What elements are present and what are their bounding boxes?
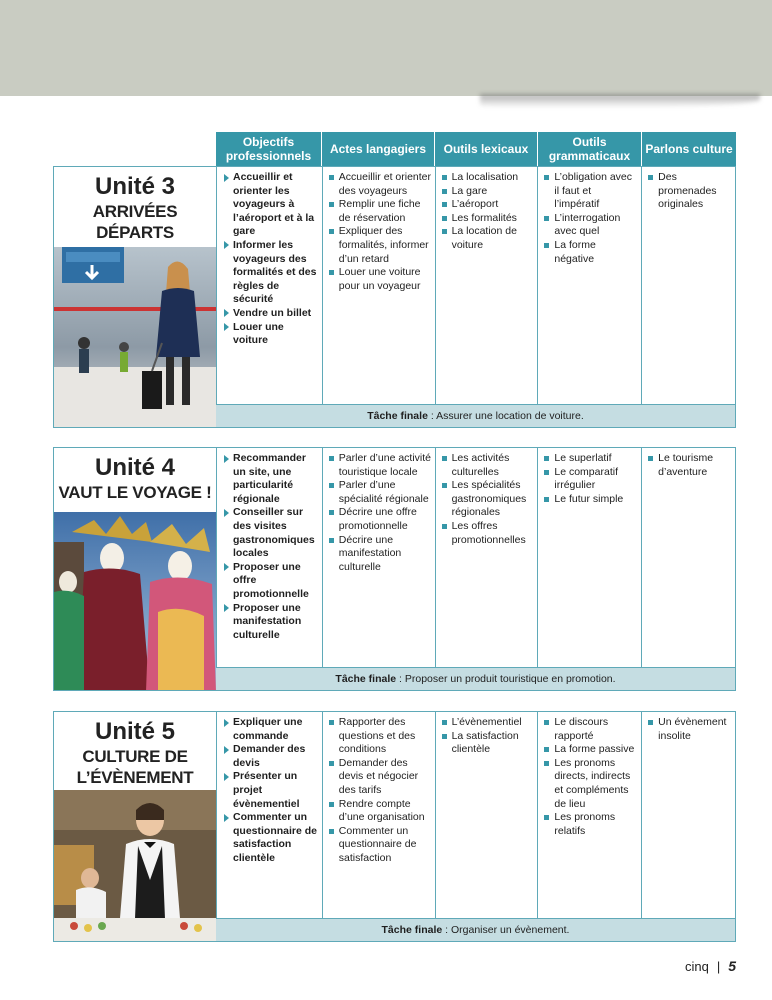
lexical-item: Les offres promotionnelles xyxy=(442,520,535,547)
culture-item: Des promenades originales xyxy=(648,171,732,212)
acte-item: Accueillir et orienter des voyageurs xyxy=(329,171,432,198)
acte-item: Louer une voiture pour un voyageur xyxy=(329,266,432,293)
unit-5-title-panel xyxy=(54,712,216,941)
culture-item: Le tourisme d’aventure xyxy=(648,452,732,479)
objectif-item: Présenter un projet évènementiel xyxy=(223,770,319,811)
unit-title-line: L’ÉVÈNEMENT xyxy=(76,768,194,787)
header-objectifs: Objectifs professionnels xyxy=(216,132,322,166)
table-header xyxy=(216,132,736,166)
unit-3-block xyxy=(53,166,736,428)
culture-cell xyxy=(641,167,735,407)
header-grammaticaux: Outils grammaticaux xyxy=(538,132,642,166)
event-photo xyxy=(54,790,216,941)
acte-item: Demander des devis et négocier des tarifs xyxy=(329,757,432,798)
final-task xyxy=(216,667,735,690)
acte-item: Remplir une fiche de réservation xyxy=(329,198,432,225)
objectif-item: Informer les voyageurs des formalités et des règles de sécurité xyxy=(223,239,319,307)
acte-item: Décrire une offre promotionnelle xyxy=(329,506,432,533)
grammar-item: Le discours rapporté xyxy=(544,716,638,743)
lexical-item: Les spécialités gastronomiques régionales xyxy=(442,479,535,520)
culture-item: Un évènement insolite xyxy=(648,716,732,743)
objectifs-cell xyxy=(216,167,322,407)
grammar-item: La forme passive xyxy=(544,743,638,757)
page-word: cinq xyxy=(684,959,709,974)
lexical-item: L’aéroport xyxy=(442,198,535,212)
grammar-item: Le comparatif irrégulier xyxy=(544,466,638,493)
culture-cell xyxy=(641,712,735,921)
lexical-item: La localisation xyxy=(442,171,535,185)
lexical-item: Les formalités xyxy=(442,212,535,226)
lexicaux-cell xyxy=(435,167,538,407)
lexicaux-cell xyxy=(435,448,538,670)
objectif-item: Vendre un billet xyxy=(223,307,319,321)
header-actes: Actes langagiers xyxy=(322,132,435,166)
objectif-item: Proposer une offre promotionnelle xyxy=(223,561,319,602)
airport-photo xyxy=(54,247,216,427)
header-lexicaux: Outils lexicaux xyxy=(435,132,538,166)
actes-cell xyxy=(322,448,435,670)
lexical-item: La location de voiture xyxy=(442,225,535,252)
unit-number: Unité 3 xyxy=(94,173,175,200)
objectifs-cell xyxy=(216,448,322,670)
top-band-shadow xyxy=(480,94,760,108)
actes-cell xyxy=(322,167,435,407)
lexical-item: Les activités culturelles xyxy=(442,452,535,479)
header-culture: Parlons culture xyxy=(642,132,736,166)
objectif-item: Expliquer une commande xyxy=(223,716,319,743)
top-band xyxy=(0,0,772,96)
unit-number: Unité 5 xyxy=(94,718,175,745)
lexicaux-cell xyxy=(435,712,538,921)
objectifs-cell xyxy=(216,712,322,921)
objectif-item: Accueillir et orienter les voyageurs à l’aéroport et à la gare xyxy=(223,171,319,239)
acte-item: Rapporter des questions et des conditions xyxy=(329,716,432,757)
acte-item: Parler d’une spécialité régionale xyxy=(329,479,432,506)
unit-4-block xyxy=(53,447,736,691)
objectif-item: Louer une voiture xyxy=(223,321,319,348)
page-number: 5 xyxy=(728,958,736,974)
final-task-text: : Proposer un produit touristique en promotion. xyxy=(396,673,616,685)
grammar-item: Les pronoms directs, indirects et compléments de lieu xyxy=(544,757,638,811)
objectif-item: Conseiller sur des visites gastronomiques locales xyxy=(223,506,319,560)
acte-item: Décrire une manifestation culturelle xyxy=(329,534,432,575)
unit-5-block xyxy=(53,711,736,942)
final-task-text: : Assurer une location de voiture. xyxy=(427,410,584,422)
grammar-item: L’obligation avec il faut et l’impératif xyxy=(544,171,638,212)
grammar-item: Le superlatif xyxy=(544,452,638,466)
unit-3-columns xyxy=(216,167,735,405)
lexical-item: La gare xyxy=(442,185,535,199)
carnival-photo xyxy=(54,512,216,690)
unit-title-line: VAUT LE VOYAGE ! xyxy=(58,483,212,502)
final-task-label: Tâche finale xyxy=(335,673,397,685)
unit-5-columns xyxy=(216,712,735,919)
lexical-item: La satisfaction clientèle xyxy=(442,730,535,757)
acte-item: Rendre compte d’une organisation xyxy=(329,798,432,825)
final-task-label: Tâche finale xyxy=(381,924,443,936)
grammaticaux-cell xyxy=(537,448,641,670)
final-task xyxy=(216,918,735,941)
unit-4-title-panel xyxy=(54,448,216,690)
grammar-item: Les pronoms relatifs xyxy=(544,811,638,838)
culture-cell xyxy=(641,448,735,670)
acte-item: Commenter un questionnaire de satisfaction xyxy=(329,825,432,866)
final-task-label: Tâche finale xyxy=(367,410,428,422)
acte-item: Expliquer des formalités, informer d’un retard xyxy=(329,225,432,266)
objectif-item: Recommander un site, une particularité régionale xyxy=(223,452,319,506)
unit-title-line: DÉPARTS xyxy=(96,223,174,242)
unit-4-columns xyxy=(216,448,735,668)
grammar-item: L’interrogation avec quel xyxy=(544,212,638,239)
grammaticaux-cell xyxy=(537,167,641,407)
actes-cell xyxy=(322,712,435,921)
unit-3-title-panel xyxy=(54,167,216,427)
final-task xyxy=(216,404,735,427)
lexical-item: L’évènementiel xyxy=(442,716,535,730)
unit-title-line: CULTURE DE xyxy=(82,747,188,766)
grammar-item: Le futur simple xyxy=(544,493,638,507)
footer-separator: | xyxy=(716,959,721,974)
final-task-text: : Organiser un évènement. xyxy=(442,924,570,936)
grammar-item: La forme négative xyxy=(544,239,638,266)
objectif-item: Proposer une manifestation culturelle xyxy=(223,602,319,643)
page-footer xyxy=(685,958,736,974)
grammaticaux-cell xyxy=(537,712,641,921)
unit-title-line: ARRIVÉES xyxy=(92,202,178,221)
unit-number: Unité 4 xyxy=(94,454,175,481)
objectif-item: Demander des devis xyxy=(223,743,319,770)
acte-item: Parler d’une activité touristique locale xyxy=(329,452,432,479)
objectif-item: Commenter un questionnaire de satisfaction clientèle xyxy=(223,811,319,865)
